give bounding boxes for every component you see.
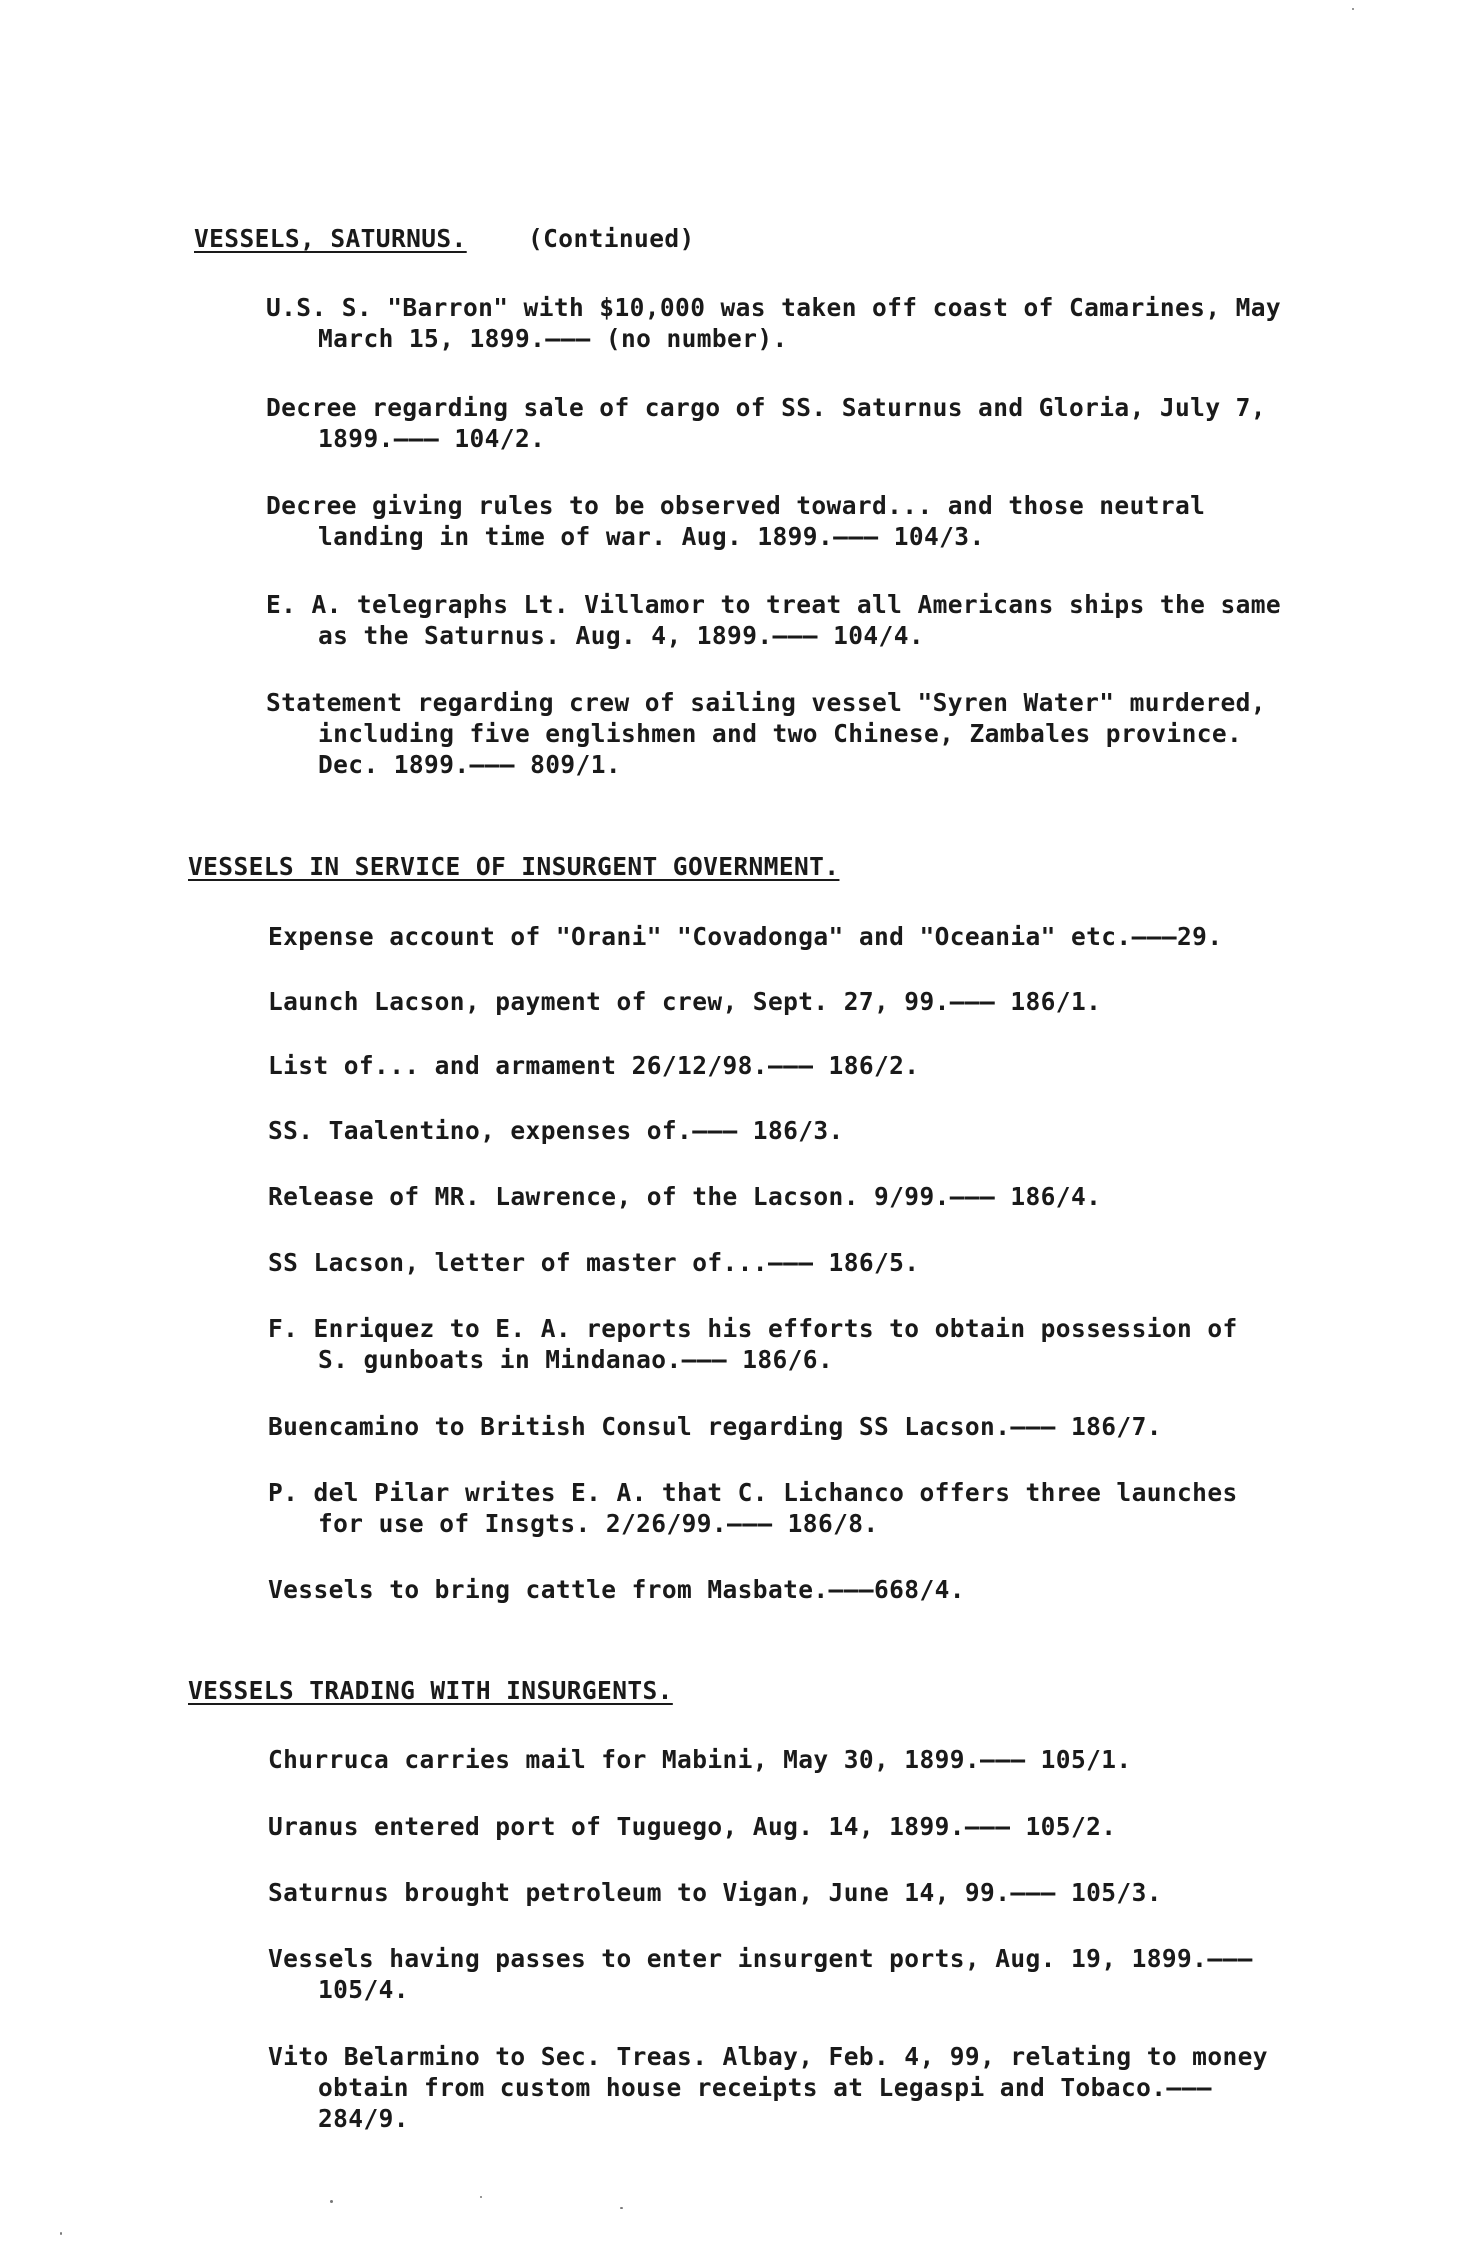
entry-line: P. del Pilar writes E. A. that C. Lichanco offers three launches: [268, 1478, 1238, 1507]
entry-line: F. Enriquez to E. A. reports his efforts to obtain possession of: [268, 1314, 1238, 1343]
scan-speck: [1352, 8, 1354, 10]
section-heading-service: VESSELS IN SERVICE OF INSURGENT GOVERNMENT.: [188, 852, 840, 881]
entry-line: Uranus entered port of Tuguego, Aug. 14, 1899.——— 105/2.: [268, 1812, 1117, 1841]
entry-line: Churruca carries mail for Mabini, May 30, 1899.——— 105/1.: [268, 1745, 1132, 1774]
scan-speck: [330, 2200, 333, 2203]
entry-line: 1899.——— 104/2.: [318, 424, 546, 453]
entry-line: Vessels having passes to enter insurgent ports, Aug. 19, 1899.———: [268, 1944, 1253, 1973]
entry-line: Vito Belarmino to Sec. Treas. Albay, Feb. 4, 99, relating to money: [268, 2042, 1268, 2071]
entry-line: Release of MR. Lawrence, of the Lacson. 9/99.——— 186/4.: [268, 1182, 1102, 1211]
entry-line: SS. Taalentino, expenses of.——— 186/3.: [268, 1116, 844, 1145]
entry-line: 284/9.: [318, 2104, 409, 2133]
entry-line: Vessels to bring cattle from Masbate.———668/4.: [268, 1575, 965, 1604]
entry-line: for use of Insgts. 2/26/99.——— 186/8.: [318, 1509, 879, 1538]
scan-speck: [60, 2232, 62, 2235]
scan-speck: [620, 2207, 623, 2209]
entry-line: Launch Lacson, payment of crew, Sept. 27, 99.——— 186/1.: [268, 987, 1102, 1016]
entry-line: Decree giving rules to be observed toward... and those neutral: [266, 491, 1206, 520]
entry-line: Dec. 1899.——— 809/1.: [318, 750, 622, 779]
entry-line: Expense account of "Orani" "Covadonga" and "Oceania" etc.———29.: [268, 922, 1223, 951]
entry-line: landing in time of war. Aug. 1899.——— 104/3.: [318, 522, 985, 551]
entry-line: Decree regarding sale of cargo of SS. Saturnus and Gloria, July 7,: [266, 393, 1266, 422]
entry-line: as the Saturnus. Aug. 4, 1899.——— 104/4.: [318, 621, 925, 650]
entry-line: Buencamino to British Consul regarding SS Lacson.——— 186/7.: [268, 1412, 1162, 1441]
entry-line: Saturnus brought petroleum to Vigan, June 14, 99.——— 105/3.: [268, 1878, 1162, 1907]
entry-line: March 15, 1899.——— (no number).: [318, 324, 788, 353]
section-heading-saturnus: VESSELS, SATURNUS.: [194, 224, 467, 253]
entry-line: obtain from custom house receipts at Legaspi and Tobaco.———: [318, 2073, 1212, 2102]
entry-line: U.S. S. "Barron" with $10,000 was taken off coast of Camarines, May: [266, 293, 1282, 322]
entry-line: SS Lacson, letter of master of...——— 186/5.: [268, 1248, 920, 1277]
entry-line: Statement regarding crew of sailing vessel "Syren Water" murdered,: [266, 688, 1266, 717]
entry-line: S. gunboats in Mindanao.——— 186/6.: [318, 1345, 834, 1374]
continued-label: (Continued): [528, 224, 695, 253]
section-heading-trading: VESSELS TRADING WITH INSURGENTS.: [188, 1676, 673, 1705]
entry-line: including five englishmen and two Chinese, Zambales province.: [318, 719, 1243, 748]
entry-line: 105/4.: [318, 1975, 409, 2004]
entry-line: E. A. telegraphs Lt. Villamor to treat all Americans ships the same: [266, 590, 1282, 619]
entry-line: List of... and armament 26/12/98.——— 186/2.: [268, 1051, 920, 1080]
scan-speck: [480, 2196, 482, 2198]
